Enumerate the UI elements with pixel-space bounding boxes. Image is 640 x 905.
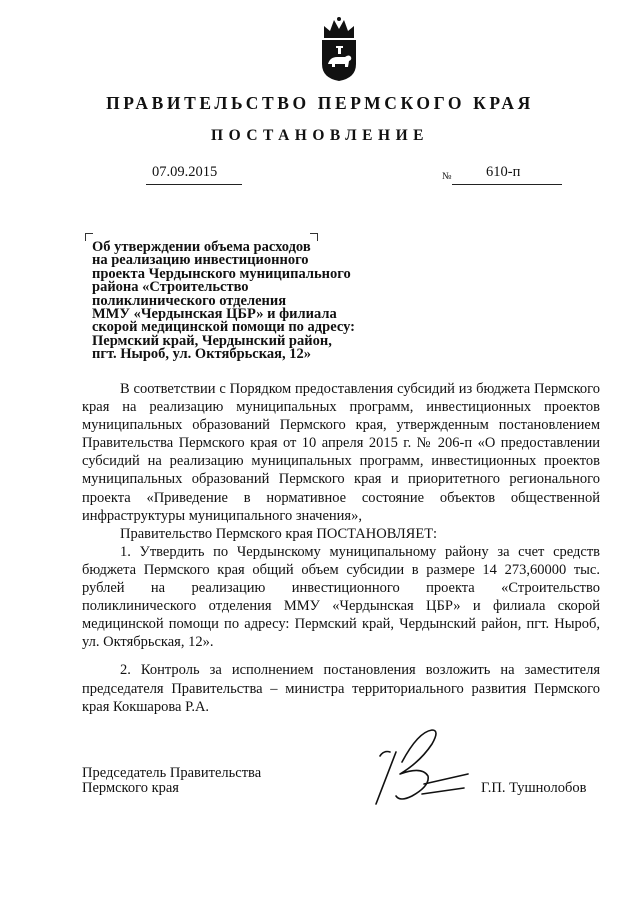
handwritten-signature: [366, 722, 476, 810]
subject-line: района «Строительство: [92, 279, 249, 296]
document-body: [82, 380, 600, 716]
subject-line: проекта Чердынского муниципального: [92, 265, 351, 282]
preamble-paragraph: В соответствии с Порядком предоставления субсидий из бюджета Пермского края на реализацию муниципальных программ, инвестиционных проектов муниципальных образований Пермского края, утвержденным постановлением Правительства Пермского края от 10 апреля 2015 г. № 206-п «О предоставлении субсидий на реализацию муниципальных программ, инвестиционных проектов муниципальных образований Пермского края и приоритетного регионального проекта «Приведение в нормативное состояние объектов общественной инфраструктуры муниципального значения»,: [82, 381, 600, 524]
coat-of-arms-icon: [318, 16, 360, 82]
subject-line: поликлинического отделения: [92, 292, 287, 309]
signatory-title: [82, 766, 261, 795]
subject-line: скорой медицинской помощи по адресу:: [92, 319, 355, 336]
document-subject: [92, 241, 392, 362]
subject-line: ММУ «Чердынская ЦБР» и филиала: [92, 306, 337, 323]
organization-title: ПРАВИТЕЛЬСТВО ПЕРМСКОГО КРАЯ: [106, 93, 534, 113]
date-underline: [146, 184, 242, 185]
subject-line: пгт. Ныроб, ул. Октябрьская, 12»: [92, 346, 311, 363]
subject-corner-right: [310, 233, 318, 241]
subject-line: Пермский край, Чердынский район,: [92, 332, 332, 349]
subject-line: Об утверждении объема расходов: [92, 239, 311, 255]
document-date: 07.09.2015: [152, 164, 218, 180]
number-underline: [452, 184, 562, 185]
document-type: ПОСТАНОВЛЕНИЕ: [211, 127, 429, 144]
item-2-paragraph: 2. Контроль за исполнением постановления возложить на заместителя председателя Правительства – министра территориального развития Пермского края Кокшарова Р.А.: [82, 662, 600, 715]
item-1-paragraph: 1. Утвердить по Чердынскому муниципальному району за счет средств бюджета Пермского края общий объем субсидии в размере 14 273,60000 тыс. рублей на реализацию инвестиционного проекта «Строительство поликлинического отделения ММУ «Чердынская ЦБР» и филиала скорой медицинской помощи по адресу: Пермский край, Чердынский район, пгт. Ныроб, ул. Октябрьская, 12».: [82, 543, 600, 651]
signatory-title-line-1: Председатель Правительства: [82, 765, 262, 781]
decree-line: Правительство Пермского края ПОСТАНОВЛЯЕТ:: [120, 525, 438, 542]
signatory-name: Г.П. Тушнолобов: [481, 780, 587, 796]
document-number: 610-п: [486, 164, 521, 180]
subject-line: на реализацию инвестиционного: [92, 252, 309, 269]
number-sign: №: [442, 171, 452, 182]
signatory-title-line-2: Пермского края: [82, 779, 179, 796]
